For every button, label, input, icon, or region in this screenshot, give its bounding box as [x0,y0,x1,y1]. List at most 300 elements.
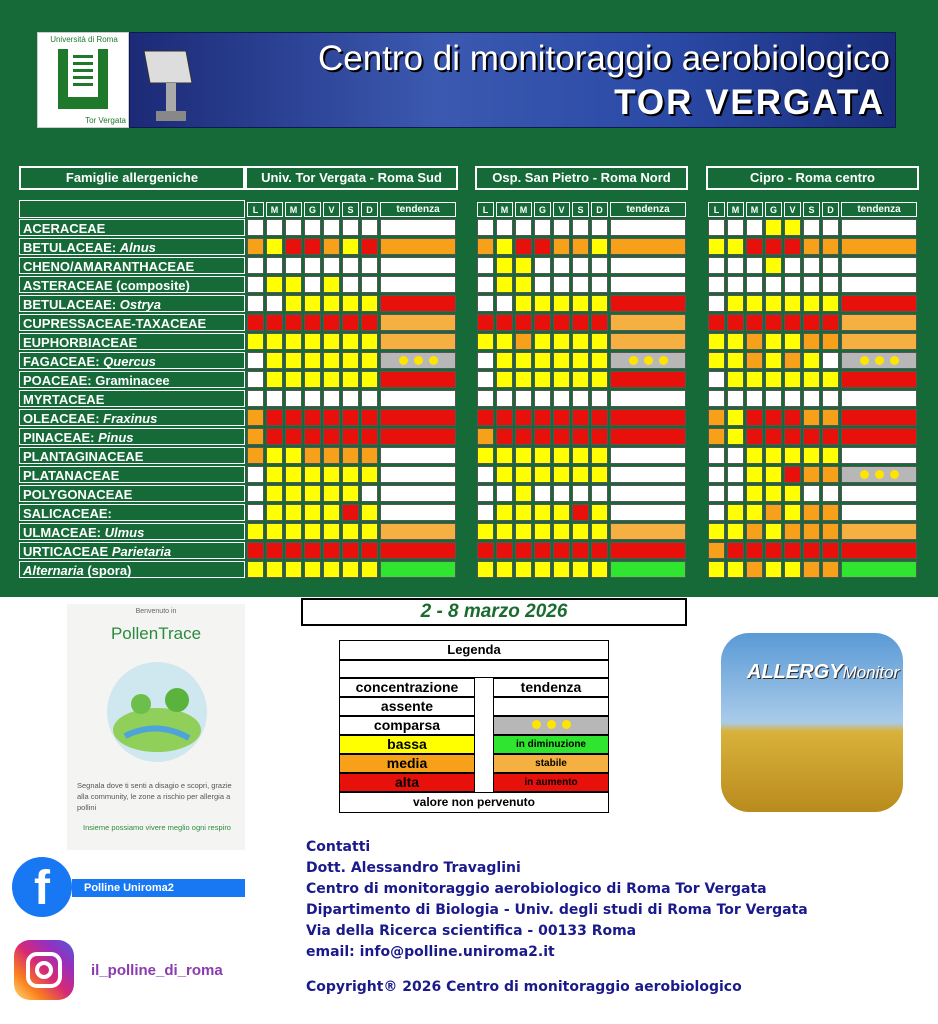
concentration-cell [304,238,321,255]
concentration-cell [477,371,494,388]
legend-absent-trend [493,697,609,716]
concentration-cell [727,542,744,559]
title-line1: Centro di monitoraggio aerobiologico [317,39,890,78]
concentration-cell [803,428,820,445]
concentration-cell [784,219,801,236]
concentration-cell [803,390,820,407]
station2-header: Osp. San Pietro - Roma Nord [475,166,688,190]
family-genus: Quercus [103,354,156,369]
concentration-cell [553,238,570,255]
concentration-cell [553,542,570,559]
trend-cell [380,295,456,312]
concentration-cell [708,428,725,445]
trend-cell [380,428,456,445]
concentration-cell [784,542,801,559]
family-name: URTICACEAE [23,544,112,559]
legend-medium: media [339,754,475,773]
week-label: 2 - 8 marzo 2026 [301,598,687,626]
concentration-cell [727,390,744,407]
trend-cell [610,314,686,331]
concentration-cell [285,314,302,331]
concentration-cell [572,314,589,331]
day-header: S [572,202,589,217]
concentration-cell [285,447,302,464]
concentration-cell [247,390,264,407]
station1-header: Univ. Tor Vergata - Roma Sud [245,166,458,190]
concentration-cell [784,409,801,426]
concentration-cell [746,409,763,426]
concentration-cell [477,523,494,540]
concentration-cell [572,390,589,407]
concentration-cell [304,257,321,274]
concentration-cell [361,371,378,388]
concentration-cell [727,523,744,540]
family-label [19,295,245,312]
concentration-cell [803,504,820,521]
concentration-cell [553,466,570,483]
concentration-cell [572,561,589,578]
concentration-cell [515,238,532,255]
family-label [19,485,245,502]
concentration-cell [765,333,782,350]
concentration-cell [266,295,283,312]
trend-cell [841,219,917,236]
dot-icon [659,356,668,365]
concentration-cell [477,447,494,464]
concentration-cell [746,466,763,483]
concentration-cell [765,314,782,331]
concentration-cell [534,276,551,293]
family-name: CUPRESSACEAE-TAXACEAE [23,316,207,331]
concentration-cell [784,504,801,521]
concentration-cell [247,219,264,236]
concentration-cell [784,561,801,578]
concentration-cell [727,485,744,502]
concentration-cell [534,561,551,578]
concentration-cell [727,219,744,236]
concentration-cell [553,561,570,578]
concentration-cell [765,523,782,540]
concentration-cell [822,542,839,559]
concentration-cell [304,504,321,521]
day-header: M [266,202,283,217]
trend-cell [380,219,456,236]
concentration-cell [515,428,532,445]
concentration-cell [591,257,608,274]
trend-cell [610,390,686,407]
concentration-cell [784,466,801,483]
concentration-cell [515,466,532,483]
concentration-cell [266,314,283,331]
concentration-cell [515,504,532,521]
concentration-cell [784,257,801,274]
dot-icon [875,356,884,365]
concentration-cell [342,504,359,521]
concentration-cell [803,219,820,236]
trend-cell [841,523,917,540]
concentration-cell [591,561,608,578]
legend-dec: in diminuzione [493,735,609,754]
concentration-cell [477,333,494,350]
concentration-cell [285,219,302,236]
contact-address: Via della Ricerca scientifica - 00133 Roma [306,923,637,939]
concentration-cell [765,542,782,559]
concentration-cell [266,409,283,426]
concentration-cell [266,466,283,483]
trend-cell [380,485,456,502]
concentration-cell [765,371,782,388]
allergy-monitor-app-icon[interactable] [721,633,903,812]
concentration-cell [727,371,744,388]
concentration-cell [515,371,532,388]
concentration-cell [746,257,763,274]
concentration-cell [765,561,782,578]
concentration-cell [765,466,782,483]
concentration-cell [803,352,820,369]
concentration-cell [361,409,378,426]
concentration-cell [822,561,839,578]
concentration-cell [534,428,551,445]
concentration-cell [591,314,608,331]
concentration-cell [496,542,513,559]
concentration-cell [765,447,782,464]
facebook-icon[interactable]: f [12,857,72,917]
family-name: POLYGONACEAE [23,487,133,502]
concentration-cell [266,485,283,502]
dot-icon [644,356,653,365]
concentration-cell [708,390,725,407]
concentration-cell [477,428,494,445]
day-header: V [784,202,801,217]
concentration-cell [591,523,608,540]
concentration-cell [342,371,359,388]
family-genus: Alternaria [23,563,84,578]
family-name: PLANTAGINACEAE [23,449,144,464]
contact-copyright: Copyright® 2026 Centro di monitoraggio aerobiologico [306,979,742,995]
concentration-cell [708,295,725,312]
concentration-cell [496,428,513,445]
concentration-cell [822,504,839,521]
concentration-cell [591,542,608,559]
concentration-cell [285,428,302,445]
concentration-cell [361,561,378,578]
concentration-cell [323,257,340,274]
concentration-cell [534,447,551,464]
concentration-cell [572,276,589,293]
concentration-cell [572,542,589,559]
concentration-cell [708,542,725,559]
family-genus: Alnus [119,240,156,255]
concentration-cell [784,447,801,464]
concentration-cell [553,371,570,388]
family-genus: Ulmus [104,525,145,540]
concentration-cell [822,276,839,293]
concentration-cell [803,409,820,426]
concentration-cell [361,333,378,350]
concentration-cell [496,295,513,312]
concentration-cell [323,333,340,350]
concentration-cell [746,333,763,350]
concentration-cell [361,485,378,502]
trend-cell [610,352,686,369]
concentration-cell [591,466,608,483]
dot-icon [875,470,884,479]
concentration-cell [247,314,264,331]
trend-cell [380,257,456,274]
concentration-cell [708,219,725,236]
concentration-cell [323,504,340,521]
concentration-cell [323,390,340,407]
day-header: D [591,202,608,217]
trend-cell [380,466,456,483]
concentration-cell [342,257,359,274]
concentration-cell [784,390,801,407]
trend-cell [841,276,917,293]
concentration-cell [708,447,725,464]
concentration-cell [304,371,321,388]
concentration-cell [727,276,744,293]
concentration-cell [515,295,532,312]
concentration-cell [477,352,494,369]
trend-cell [610,542,686,559]
concentration-cell [304,352,321,369]
concentration-cell [746,561,763,578]
concentration-cell [784,352,801,369]
concentration-cell [553,390,570,407]
trend-cell [380,542,456,559]
concentration-cell [342,447,359,464]
concentration-cell [803,466,820,483]
concentration-cell [765,409,782,426]
pollentrace-app-card[interactable] [67,604,245,850]
contact-person: Dott. Alessandro Travaglini [306,860,521,876]
concentration-cell [727,257,744,274]
concentration-cell [784,371,801,388]
trend-cell [841,466,917,483]
concentration-cell [822,390,839,407]
concentration-cell [266,542,283,559]
family-name: EUPHORBIACEAE [23,335,138,350]
facebook-link[interactable]: Polline Uniroma2 [72,879,245,897]
concentration-cell [591,352,608,369]
family-name: BETULACEAE: [23,297,120,312]
concentration-cell [496,352,513,369]
trend-cell [610,333,686,350]
day-header: L [477,202,494,217]
concentration-cell [534,219,551,236]
app-name: PollenTrace [110,624,202,643]
concentration-cell [266,504,283,521]
family-label [19,504,245,521]
concentration-cell [591,409,608,426]
concentration-cell [765,219,782,236]
logo-text: Università di Roma [50,35,118,44]
dot-icon [399,356,408,365]
app-description: Segnala dove ti senti a disagio e scopri, grazie alla community, le zone a rischio per allergia a pollini [77,781,232,812]
concentration-cell [496,485,513,502]
concentration-cell [304,466,321,483]
concentration-cell [553,447,570,464]
family-name: MYRTACEAE [23,392,105,407]
concentration-cell [304,542,321,559]
family-label [19,447,245,464]
trend-cell [610,295,686,312]
concentration-cell [822,428,839,445]
concentration-cell [496,447,513,464]
concentration-cell [361,390,378,407]
concentration-cell [342,523,359,540]
day-header: S [342,202,359,217]
concentration-cell [342,238,359,255]
trend-cell [841,390,917,407]
dot-icon [429,356,438,365]
concentration-cell [746,447,763,464]
concentration-cell [572,504,589,521]
concentration-cell [591,333,608,350]
trend-cell [380,238,456,255]
trend-cell [841,314,917,331]
concentration-cell [708,561,725,578]
trend-cell [841,409,917,426]
trend-header: tendenza [610,202,686,217]
legend-absent: assente [339,697,475,716]
concentration-cell [477,485,494,502]
concentration-cell [765,428,782,445]
legend [339,640,609,813]
concentration-cell [553,485,570,502]
concentration-cell [534,314,551,331]
contact-title: Contatti [306,839,371,855]
day-header: G [534,202,551,217]
concentration-cell [822,219,839,236]
university-logo [37,32,129,128]
allergy-name-text: ALLERGY [747,661,843,683]
family-label [19,390,245,407]
trend-cell [841,238,917,255]
contact-email[interactable]: email: info@polline.uniroma2.it [306,944,555,960]
concentration-cell [534,295,551,312]
concentration-cell [803,485,820,502]
concentration-cell [572,447,589,464]
family-name: SALICACEAE: [23,506,112,521]
concentration-cell [515,485,532,502]
concentration-cell [727,466,744,483]
concentration-cell [784,276,801,293]
family-name: CHENO/AMARANTHACEAE [23,259,195,274]
concentration-cell [342,314,359,331]
allergy-name [747,661,899,684]
concentration-cell [247,276,264,293]
concentration-cell [765,390,782,407]
instagram-link[interactable]: il_polline_di_roma [91,962,223,979]
concentration-cell [572,523,589,540]
concentration-cell [342,276,359,293]
concentration-cell [572,257,589,274]
contact-block [306,837,906,998]
concentration-cell [515,257,532,274]
app-welcome: Benvenuto in [135,608,177,615]
family-label [19,257,245,274]
concentration-cell [266,333,283,350]
concentration-cell [477,561,494,578]
concentration-cell [266,428,283,445]
concentration-cell [304,523,321,540]
concentration-cell [708,371,725,388]
family-name: ACERACEAE [23,221,106,236]
trend-cell [380,314,456,331]
concentration-cell [534,257,551,274]
concentration-cell [342,295,359,312]
concentration-cell [477,257,494,274]
concentration-cell [477,390,494,407]
concentration-cell [534,238,551,255]
day-header: D [822,202,839,217]
concentration-cell [323,314,340,331]
concentration-cell [727,333,744,350]
concentration-cell [708,504,725,521]
concentration-cell [803,257,820,274]
concentration-cell [746,523,763,540]
concentration-cell [534,409,551,426]
concentration-cell [803,447,820,464]
concentration-cell [323,409,340,426]
concentration-cell [247,523,264,540]
concentration-cell [285,523,302,540]
family-suffix: (spora) [83,563,132,578]
app-landscape-icon [105,660,209,764]
concentration-cell [572,428,589,445]
trend-cell [610,466,686,483]
family-label [19,219,245,236]
legend-appear-dots [493,716,609,735]
trend-cell [841,257,917,274]
day-header: M [496,202,513,217]
concentration-cell [784,333,801,350]
concentration-cell [361,428,378,445]
concentration-cell [515,542,532,559]
dot-icon [860,470,869,479]
trend-cell [610,219,686,236]
trend-cell [610,428,686,445]
day-header: M [515,202,532,217]
concentration-cell [477,466,494,483]
concentration-cell [361,238,378,255]
concentration-cell [822,523,839,540]
contact-center: Centro di monitoraggio aerobiologico di Roma Tor Vergata [306,881,767,897]
concentration-cell [765,504,782,521]
concentration-cell [247,333,264,350]
concentration-cell [266,371,283,388]
concentration-cell [304,390,321,407]
concentration-cell [515,390,532,407]
title-banner [129,32,896,128]
instagram-icon[interactable] [14,940,74,1000]
concentration-cell [534,504,551,521]
trend-cell [610,371,686,388]
concentration-cell [342,428,359,445]
concentration-cell [285,561,302,578]
concentration-cell [553,333,570,350]
concentration-cell [361,447,378,464]
title-line2: TOR VERGATA [614,83,885,122]
concentration-cell [727,561,744,578]
concentration-cell [534,333,551,350]
concentration-cell [708,466,725,483]
concentration-cell [591,485,608,502]
concentration-cell [496,219,513,236]
legend-inc: in aumento [493,773,609,792]
trend-cell [610,504,686,521]
